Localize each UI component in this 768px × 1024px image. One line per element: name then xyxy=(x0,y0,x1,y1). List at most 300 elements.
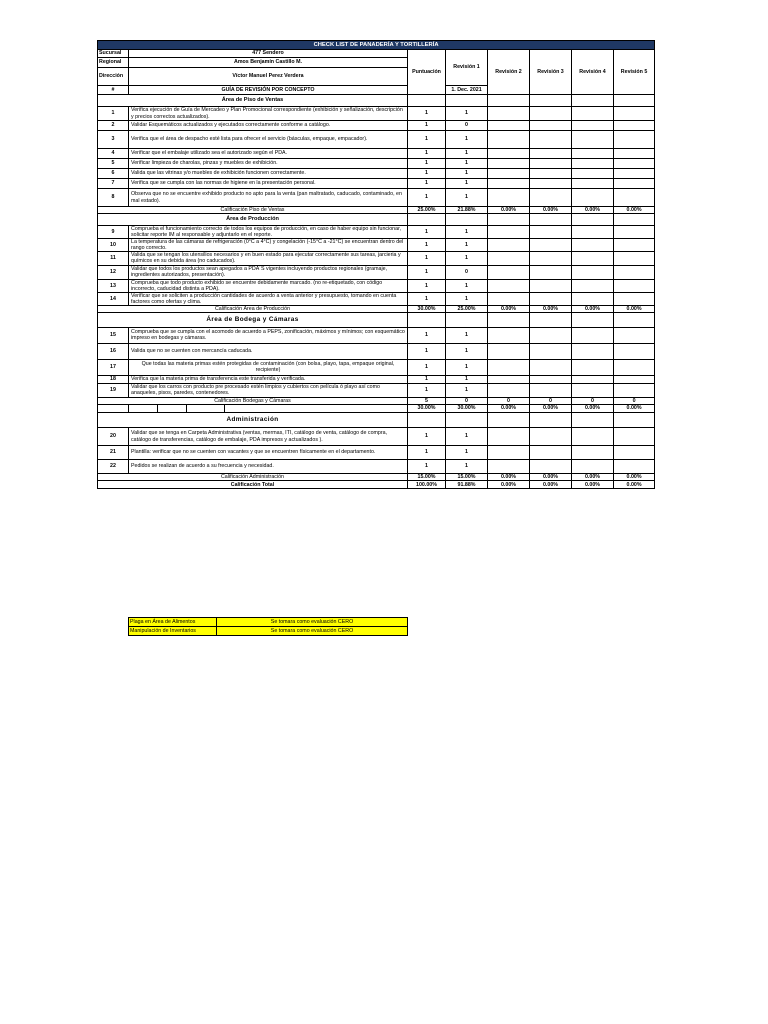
item-revision-cell xyxy=(572,159,614,169)
legend-value: Se tomara como evaluación CERO xyxy=(217,618,408,627)
item-revision-cell xyxy=(488,428,530,446)
item-revision-cell xyxy=(572,121,614,131)
section-subtotal-value: 5 xyxy=(408,397,446,404)
checklist-item-row xyxy=(98,327,655,343)
sheet-title: CHECK LIST DE PANADERÍA Y TORTILLERÍA xyxy=(98,41,655,50)
item-revision-cell xyxy=(488,149,530,159)
section-header-cell xyxy=(572,312,614,327)
item-revision-cell xyxy=(614,383,655,397)
item-score: 1 xyxy=(408,279,446,292)
item-revision-1: 1 xyxy=(446,169,488,179)
item-revision-1: 1 xyxy=(446,239,488,252)
item-revision-cell xyxy=(488,131,530,149)
section-header-cell xyxy=(572,413,614,428)
section-header-cell xyxy=(488,312,530,327)
item-revision-cell xyxy=(488,159,530,169)
item-revision-cell xyxy=(488,179,530,189)
item-revision-cell xyxy=(614,265,655,279)
checklist-item-row xyxy=(98,359,655,375)
item-description: Verificar limpieza de charolas, pinzas y muebles de exhibición. xyxy=(129,159,408,169)
item-revision-cell xyxy=(530,226,572,239)
revision-1-header: Revisión 1 xyxy=(446,50,488,86)
section-subtotal-value: 0 xyxy=(530,397,572,404)
item-score: 1 xyxy=(408,189,446,207)
item-description: Comprueba el funcionamiento correcto de todos los equipos de producción, en caso de haber equipo sin funcionar, solicitar reporte IM al responsable y adjuntarlo en el reporte. xyxy=(129,226,408,239)
section-header-row xyxy=(98,312,655,327)
section-subtotal-value: 0.00% xyxy=(572,305,614,312)
item-revision-cell xyxy=(614,375,655,383)
legend-value: Se tomara como evaluación CERO xyxy=(217,627,408,636)
item-number: 21 xyxy=(98,446,129,460)
item-number: 10 xyxy=(98,239,129,252)
item-revision-cell xyxy=(614,121,655,131)
section-header-cell xyxy=(488,413,530,428)
regional-value: Amos Benjamín Castillo M. xyxy=(129,58,408,68)
item-revision-1: 1 xyxy=(446,107,488,121)
item-revision-cell xyxy=(614,107,655,121)
item-number: 22 xyxy=(98,460,129,474)
item-revision-cell xyxy=(488,460,530,474)
checklist-item-row xyxy=(98,131,655,149)
item-revision-cell xyxy=(572,265,614,279)
section-header-cell xyxy=(488,95,530,107)
section-subtotal-value: 0.00% xyxy=(614,207,655,214)
section-subtotal-percent-row xyxy=(98,405,655,413)
section-subtotal-value: 0.00% xyxy=(488,474,530,481)
item-description: Validar que todos los productos sean apegados a PDA´S vigentes incluyendo productos regionales (gramaje, ingredientes autorizados, presentación). xyxy=(129,265,408,279)
item-revision-cell xyxy=(530,327,572,343)
section-subtotal-value: 0.00% xyxy=(614,474,655,481)
item-revision-cell xyxy=(572,131,614,149)
section-percent-value: 30.00% xyxy=(408,405,446,413)
section-subtotal-value: 0.00% xyxy=(530,207,572,214)
item-revision-1: 1 xyxy=(446,446,488,460)
section-header-cell xyxy=(446,413,488,428)
item-revision-cell xyxy=(530,121,572,131)
guia-header: GUÍA DE REVISIÓN POR CONCEPTO xyxy=(129,86,408,95)
total-value: 100.00% xyxy=(408,481,446,489)
direccion-value: Víctor Manuel Perez Verdera xyxy=(129,68,408,86)
section-header-cell xyxy=(530,214,572,226)
item-revision-cell xyxy=(530,107,572,121)
revision-3-header: Revisión 3 xyxy=(530,50,572,95)
checklist-sheet xyxy=(97,40,654,489)
item-revision-1: 1 xyxy=(446,327,488,343)
legend-table xyxy=(128,617,408,636)
item-revision-cell xyxy=(530,446,572,460)
section-subtotal-value: 0.00% xyxy=(488,305,530,312)
puntuacion-header: Puntuación xyxy=(408,50,446,95)
item-revision-cell xyxy=(572,239,614,252)
section-header-cell xyxy=(530,95,572,107)
item-revision-1: 1 xyxy=(446,189,488,207)
checklist-item-row xyxy=(98,265,655,279)
section-subtotal-label: Calificación Piso de Ventas xyxy=(98,207,408,214)
item-revision-cell xyxy=(488,375,530,383)
item-revision-cell xyxy=(530,279,572,292)
item-revision-cell xyxy=(488,121,530,131)
section-title: Área de Bodega y Cámaras xyxy=(98,312,408,327)
item-revision-cell xyxy=(530,169,572,179)
item-number: 4 xyxy=(98,149,129,159)
item-revision-cell xyxy=(614,226,655,239)
item-number: 12 xyxy=(98,265,129,279)
item-revision-cell xyxy=(488,279,530,292)
item-revision-cell xyxy=(488,292,530,305)
item-revision-1: 1 xyxy=(446,179,488,189)
checklist-item-row xyxy=(98,252,655,265)
item-revision-cell xyxy=(530,189,572,207)
item-description: Comprueba que se cumpla con el acomodo de acuerdo a PEPS, zonificación, máximos y mínimos; con esquemático impreso en bodegas y cámaras. xyxy=(129,327,408,343)
item-description: Validar que se tenga en Carpeta Administrativa (ventas, mermas, ITI, catálogo de venta, catálogo de compra, catálogo de transferencias, catálogo de embalaje, PDA impresos y actualizados ). xyxy=(129,428,408,446)
section-subtotal-value: 0 xyxy=(488,397,530,404)
item-revision-cell xyxy=(530,131,572,149)
item-revision-cell xyxy=(614,252,655,265)
revision-5-header: Revisión 5 xyxy=(614,50,655,95)
item-revision-1: 0 xyxy=(446,265,488,279)
item-number: 14 xyxy=(98,292,129,305)
item-revision-cell xyxy=(530,239,572,252)
item-revision-cell xyxy=(488,252,530,265)
item-revision-cell xyxy=(488,239,530,252)
item-revision-cell xyxy=(614,159,655,169)
item-revision-cell xyxy=(614,359,655,375)
section-percent-value: 0.00% xyxy=(530,405,572,413)
section-percent-value: 0.00% xyxy=(614,405,655,413)
item-score: 1 xyxy=(408,159,446,169)
item-revision-cell xyxy=(572,169,614,179)
item-score: 1 xyxy=(408,131,446,149)
blank-cell xyxy=(129,405,158,413)
item-number: 3 xyxy=(98,131,129,149)
checklist-item-row xyxy=(98,159,655,169)
item-description: La temperatura de las cámaras de refrigeración (0°C a 4°C) y congelación (-15°C a -21°C) se encuentran dentro del rango correcto. xyxy=(129,239,408,252)
item-revision-1: 1 xyxy=(446,226,488,239)
legend-label: Plaga en Área de Alimentos xyxy=(129,618,217,627)
item-description: Valida que las vitrinas y/o muebles de exhibición funcionen correctamente. xyxy=(129,169,408,179)
section-subtotal-row xyxy=(98,474,655,481)
item-revision-cell xyxy=(530,375,572,383)
item-revision-1: 1 xyxy=(446,460,488,474)
section-subtotal-row xyxy=(98,397,655,404)
item-number: 18 xyxy=(98,375,129,383)
item-revision-cell xyxy=(488,359,530,375)
item-number: 13 xyxy=(98,279,129,292)
item-revision-1: 1 xyxy=(446,359,488,375)
item-description: Que todas las materia primas estén protegidas de contaminación (con bolsa, playo, tapa, empaque original, recipiente) xyxy=(129,359,408,375)
section-subtotal-value: 0.00% xyxy=(572,474,614,481)
item-revision-cell xyxy=(530,383,572,397)
item-revision-cell xyxy=(572,226,614,239)
item-revision-cell xyxy=(614,189,655,207)
total-label: Calificación Total xyxy=(98,481,408,489)
item-revision-cell xyxy=(614,428,655,446)
section-subtotal-value: 30.00% xyxy=(408,305,446,312)
item-revision-cell xyxy=(572,460,614,474)
item-revision-cell xyxy=(614,169,655,179)
direccion-label: Dirección xyxy=(98,68,129,86)
item-number: 11 xyxy=(98,252,129,265)
item-revision-cell xyxy=(572,375,614,383)
item-revision-cell xyxy=(614,149,655,159)
item-revision-cell xyxy=(488,189,530,207)
section-subtotal-value: 0.00% xyxy=(488,207,530,214)
item-revision-cell xyxy=(488,107,530,121)
section-header-cell xyxy=(530,413,572,428)
item-description: Verifica ejecución de Guía de Mercadeo y Plan Promocional correspondiente (exhibición y señalización, descripción y precios correctos actualizados). xyxy=(129,107,408,121)
section-header-cell xyxy=(572,95,614,107)
section-header-cell xyxy=(530,312,572,327)
sucursal-value: 477 Sendero xyxy=(129,50,408,58)
item-revision-cell xyxy=(572,189,614,207)
section-subtotal-label: Calificación Área de Producción xyxy=(98,305,408,312)
title-row xyxy=(98,41,655,50)
checklist-item-row xyxy=(98,375,655,383)
section-subtotal-value: 25.00% xyxy=(408,207,446,214)
item-revision-cell xyxy=(614,446,655,460)
total-row xyxy=(98,481,655,489)
section-subtotal-value: 0.00% xyxy=(572,207,614,214)
total-value: 91.88% xyxy=(446,481,488,489)
section-subtotal-value: 0.00% xyxy=(614,305,655,312)
section-header-cell xyxy=(614,312,655,327)
item-description: Verificar que el embalaje utilizado sea el autorizado según el PDA. xyxy=(129,149,408,159)
item-revision-cell xyxy=(488,226,530,239)
section-header-cell xyxy=(408,312,446,327)
item-revision-cell xyxy=(614,279,655,292)
item-revision-cell xyxy=(488,327,530,343)
item-revision-1: 1 xyxy=(446,279,488,292)
checklist-item-row xyxy=(98,226,655,239)
item-revision-1: 1 xyxy=(446,252,488,265)
number-column-header: # xyxy=(98,86,129,95)
item-revision-cell xyxy=(530,149,572,159)
section-subtotal-row xyxy=(98,305,655,312)
item-score: 1 xyxy=(408,359,446,375)
revision-2-header: Revisión 2 xyxy=(488,50,530,95)
item-revision-cell xyxy=(572,343,614,359)
item-score: 1 xyxy=(408,239,446,252)
item-score: 1 xyxy=(408,265,446,279)
legend-row xyxy=(129,618,408,627)
item-description: Comprueba que todo producto exhibido se encuentre debidamente marcado. (no re-etiquetado, con código incorrecto, caducidad distinta a PDA). xyxy=(129,279,408,292)
item-number: 19 xyxy=(98,383,129,397)
legend-label: Manipulación de Inventarios xyxy=(129,627,217,636)
item-revision-cell xyxy=(572,252,614,265)
section-header-row xyxy=(98,214,655,226)
item-score: 1 xyxy=(408,292,446,305)
item-description: Valida que no se cuenten con mercancía caducada. xyxy=(129,343,408,359)
blank-cell xyxy=(158,405,187,413)
item-score: 1 xyxy=(408,179,446,189)
item-revision-cell xyxy=(572,327,614,343)
item-revision-cell xyxy=(530,359,572,375)
section-subtotal-value: 25.00% xyxy=(446,305,488,312)
checklist-table xyxy=(97,40,655,489)
item-revision-cell xyxy=(530,265,572,279)
item-description: Observa que no se encuentre exhibido producto no apto para la venta (pan maltratado, caducado, contaminado, en mal estado). xyxy=(129,189,408,207)
item-number: 7 xyxy=(98,179,129,189)
section-header-cell xyxy=(572,214,614,226)
item-revision-cell xyxy=(572,279,614,292)
section-header-cell xyxy=(446,95,488,107)
item-description: Valida que se tengan los utensilios necesarios y en buen estado para ejecutar correctamente sus tareas, jarcieria y químicos en su debida área (no caducados). xyxy=(129,252,408,265)
item-revision-cell xyxy=(572,428,614,446)
section-percent-value: 30.00% xyxy=(446,405,488,413)
regional-label: Regional xyxy=(98,58,129,68)
section-subtotal-value: 0.00% xyxy=(530,474,572,481)
section-percent-value: 0.00% xyxy=(572,405,614,413)
item-score: 1 xyxy=(408,446,446,460)
checklist-item-row xyxy=(98,343,655,359)
total-value: 0.00% xyxy=(530,481,572,489)
item-revision-1: 1 xyxy=(446,292,488,305)
section-subtotal-value: 15.00% xyxy=(408,474,446,481)
item-revision-cell xyxy=(488,383,530,397)
section-header-cell xyxy=(614,214,655,226)
section-subtotal-value: 0 xyxy=(572,397,614,404)
sucursal-label: Sucursal xyxy=(98,50,129,58)
section-subtotal-value: 15.00% xyxy=(446,474,488,481)
item-revision-cell xyxy=(614,343,655,359)
item-score: 1 xyxy=(408,428,446,446)
section-header-cell xyxy=(408,214,446,226)
section-header-cell xyxy=(408,413,446,428)
item-number: 2 xyxy=(98,121,129,131)
item-score: 1 xyxy=(408,107,446,121)
item-revision-cell xyxy=(530,179,572,189)
item-revision-cell xyxy=(572,383,614,397)
item-revision-cell xyxy=(614,327,655,343)
checklist-item-row xyxy=(98,189,655,207)
item-number: 20 xyxy=(98,428,129,446)
item-revision-1: 1 xyxy=(446,375,488,383)
section-subtotal-value: 21.88% xyxy=(446,207,488,214)
item-score: 1 xyxy=(408,460,446,474)
checklist-item-row xyxy=(98,383,655,397)
checklist-item-row xyxy=(98,428,655,446)
checklist-item-row xyxy=(98,149,655,159)
section-header-cell xyxy=(446,214,488,226)
section-title: Área de Producción xyxy=(98,214,408,226)
item-description: Validar Esquemáticos actualizados y ejecutados correctamente conforme a catálogo. xyxy=(129,121,408,131)
checklist-item-row xyxy=(98,446,655,460)
item-score: 1 xyxy=(408,226,446,239)
item-revision-cell xyxy=(572,446,614,460)
item-number: 5 xyxy=(98,159,129,169)
section-subtotal-label: Calificación Bodegas y Cámaras xyxy=(98,397,408,404)
item-number: 9 xyxy=(98,226,129,239)
item-revision-1: 1 xyxy=(446,428,488,446)
legend-row xyxy=(129,627,408,636)
checklist-item-row xyxy=(98,179,655,189)
item-revision-cell xyxy=(614,179,655,189)
item-revision-cell xyxy=(572,149,614,159)
item-revision-cell xyxy=(530,460,572,474)
total-value: 0.00% xyxy=(488,481,530,489)
checklist-item-row xyxy=(98,460,655,474)
total-value: 0.00% xyxy=(614,481,655,489)
item-revision-cell xyxy=(614,292,655,305)
item-revision-cell xyxy=(572,107,614,121)
item-description: Pedidos se realizan de acuerdo a su frecuencia y necesidad. xyxy=(129,460,408,474)
checklist-item-row xyxy=(98,169,655,179)
item-score: 1 xyxy=(408,327,446,343)
item-revision-cell xyxy=(530,428,572,446)
section-subtotal-value: 0.00% xyxy=(530,305,572,312)
item-revision-cell xyxy=(488,169,530,179)
section-title: Área de Piso de Ventas xyxy=(98,95,408,107)
blank-cell xyxy=(187,405,225,413)
item-score: 1 xyxy=(408,343,446,359)
item-revision-cell xyxy=(614,460,655,474)
checklist-item-row xyxy=(98,292,655,305)
item-revision-cell xyxy=(572,179,614,189)
section-header-cell xyxy=(446,312,488,327)
section-header-cell xyxy=(408,95,446,107)
item-revision-cell xyxy=(530,159,572,169)
section-header-row xyxy=(98,413,655,428)
header-row-sucursal xyxy=(98,50,655,58)
item-revision-cell xyxy=(614,131,655,149)
item-revision-cell xyxy=(530,343,572,359)
section-subtotal-value: 0 xyxy=(446,397,488,404)
section-subtotal-row xyxy=(98,207,655,214)
revision-4-header: Revisión 4 xyxy=(572,50,614,95)
item-number: 1 xyxy=(98,107,129,121)
item-revision-1: 0 xyxy=(446,121,488,131)
section-percent-value: 0.00% xyxy=(488,405,530,413)
section-subtotal-value: 0 xyxy=(614,397,655,404)
blank-cell xyxy=(225,405,408,413)
section-header-cell xyxy=(488,214,530,226)
item-revision-1: 1 xyxy=(446,149,488,159)
item-revision-1: 1 xyxy=(446,343,488,359)
item-revision-cell xyxy=(488,446,530,460)
item-description: Verifica que la materia prima de transferencia este transferida y verificada. xyxy=(129,375,408,383)
item-revision-1: 1 xyxy=(446,159,488,169)
item-revision-1: 1 xyxy=(446,131,488,149)
section-title: Administración xyxy=(98,413,408,428)
section-header-row xyxy=(98,95,655,107)
item-score: 1 xyxy=(408,169,446,179)
section-header-cell xyxy=(614,413,655,428)
item-description: Plantilla: verificar que no se cuenten con vacantes y que se encuentren físicamente en el departamento. xyxy=(129,446,408,460)
revision-1-date: 1. Dec. 2021 xyxy=(446,86,488,95)
item-revision-cell xyxy=(488,343,530,359)
item-description: Verifica que se cumpla con las normas de higiene en la presentación personal. xyxy=(129,179,408,189)
item-score: 1 xyxy=(408,252,446,265)
item-number: 17 xyxy=(98,359,129,375)
item-revision-cell xyxy=(614,239,655,252)
item-number: 8 xyxy=(98,189,129,207)
checklist-item-row xyxy=(98,121,655,131)
blank-cell xyxy=(98,405,129,413)
item-number: 15 xyxy=(98,327,129,343)
item-description: Validar que los carros con producto pre procesado estén limpios y cubiertos con película ó playo así como anaqueles, pisos, paredes, contenedores. xyxy=(129,383,408,397)
section-subtotal-label: Calificación Administración xyxy=(98,474,408,481)
item-score: 1 xyxy=(408,383,446,397)
item-number: 16 xyxy=(98,343,129,359)
item-score: 1 xyxy=(408,375,446,383)
checklist-item-row xyxy=(98,107,655,121)
checklist-item-row xyxy=(98,239,655,252)
section-header-cell xyxy=(614,95,655,107)
total-value: 0.00% xyxy=(572,481,614,489)
item-revision-cell xyxy=(572,292,614,305)
item-revision-cell xyxy=(488,265,530,279)
item-revision-cell xyxy=(530,252,572,265)
